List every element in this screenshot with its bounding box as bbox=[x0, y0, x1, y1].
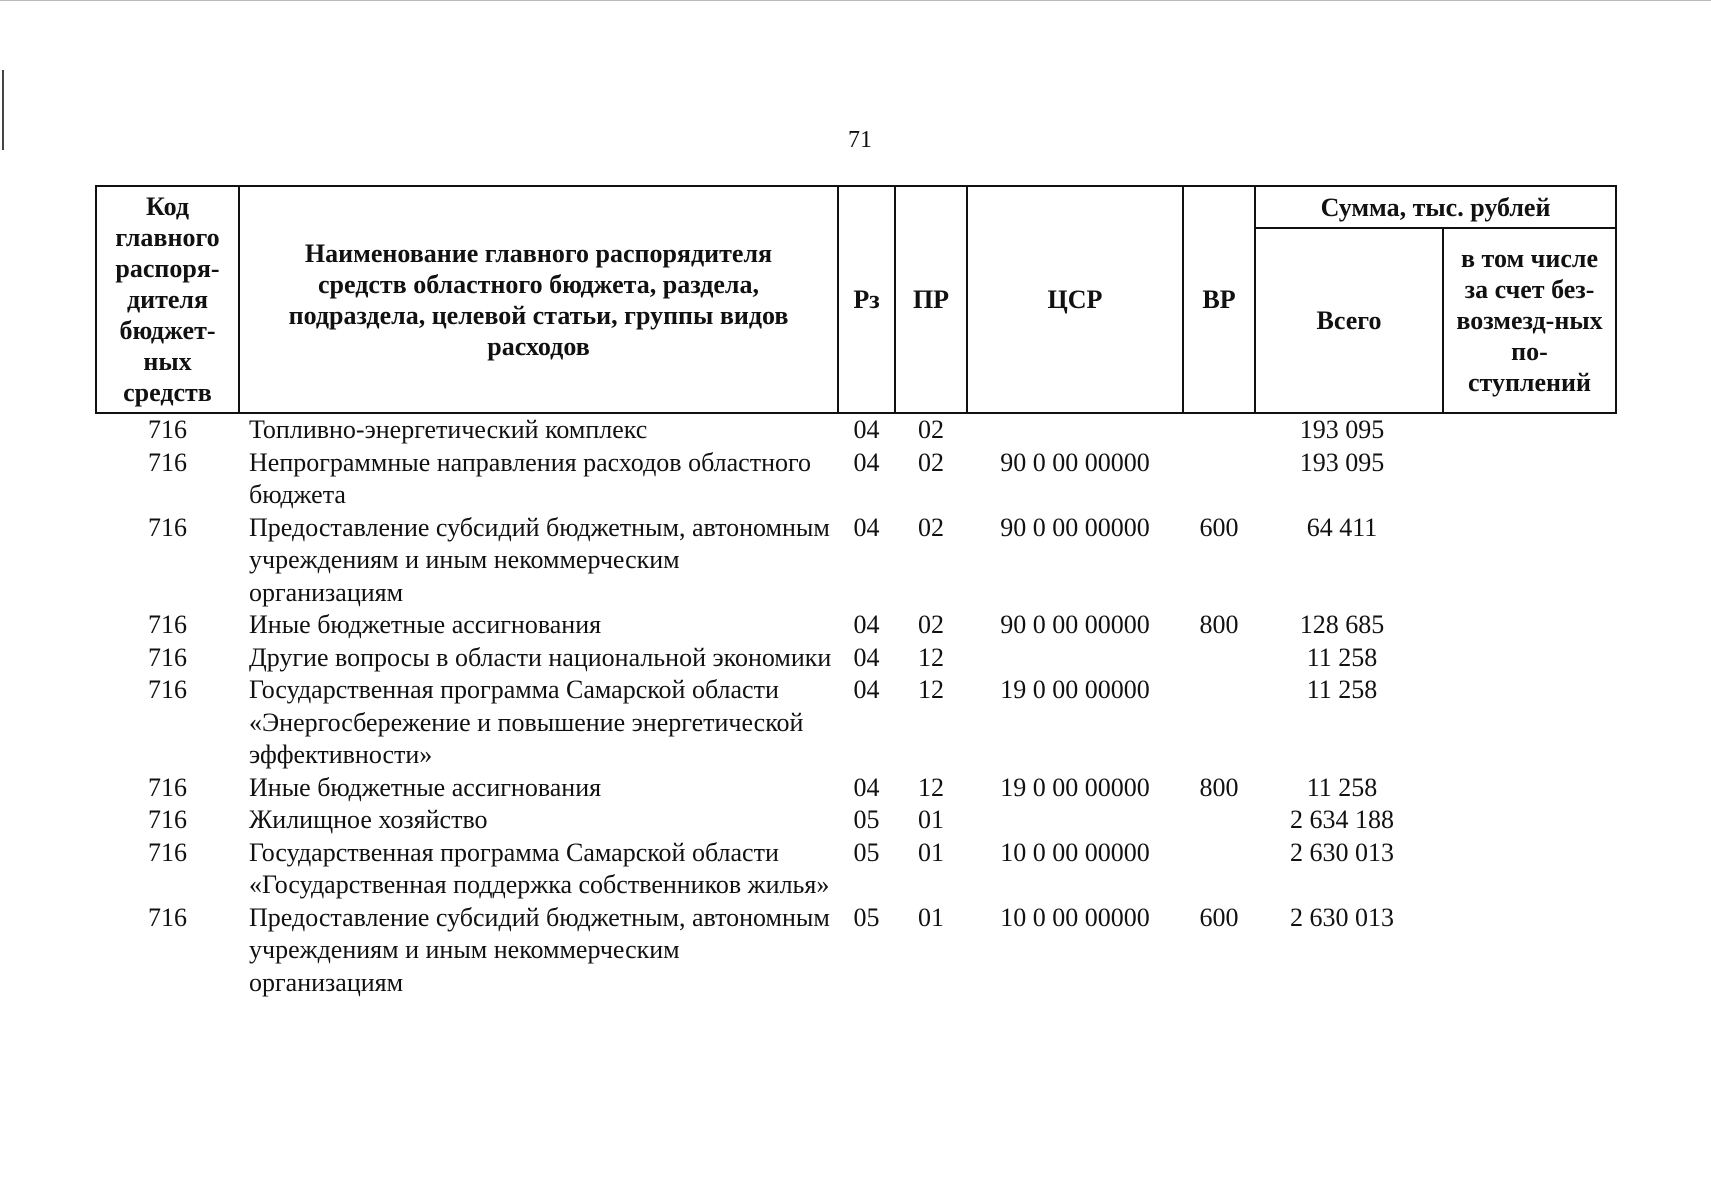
cell-code: 716 bbox=[148, 772, 187, 802]
cell-code: 716 bbox=[148, 610, 187, 639]
cell-rz: 04 bbox=[853, 610, 880, 639]
cell-including bbox=[1443, 772, 1616, 805]
page-number: 71 bbox=[848, 127, 872, 153]
cell-csr bbox=[967, 642, 1183, 675]
cell-including bbox=[1443, 609, 1616, 642]
cell-vr: 800 bbox=[1199, 610, 1239, 639]
budget-table bbox=[95, 185, 1617, 999]
cell-including bbox=[1443, 902, 1616, 1000]
table-row bbox=[96, 804, 1616, 837]
cell-csr: 19 0 00 00000 bbox=[1000, 675, 1150, 704]
cell-name: Предоставление субсидий бюджетным, автономным учреждениям и иным некоммерческим организациям bbox=[249, 902, 830, 997]
scan-edge-top bbox=[0, 0, 1711, 1]
cell-csr: 10 0 00 00000 bbox=[1000, 902, 1150, 932]
table-row bbox=[96, 902, 1616, 1000]
cell-code: 716 bbox=[148, 837, 187, 867]
cell-total: 11 258 bbox=[1306, 675, 1378, 704]
cell-rz: 05 bbox=[853, 837, 880, 867]
table-row bbox=[96, 413, 1616, 447]
cell-code: 716 bbox=[148, 642, 187, 672]
header-csr: ЦСР bbox=[967, 186, 1183, 413]
cell-code: 716 bbox=[148, 675, 187, 704]
cell-pr: 02 bbox=[918, 610, 944, 639]
cell-total: 128 685 bbox=[1299, 610, 1385, 639]
cell-including bbox=[1443, 512, 1616, 610]
cell-total: 11 258 bbox=[1306, 642, 1378, 672]
table-row bbox=[96, 772, 1616, 805]
cell-vr: 600 bbox=[1199, 512, 1239, 542]
cell-including bbox=[1443, 674, 1616, 772]
cell-csr: 10 0 00 00000 bbox=[1000, 837, 1150, 867]
cell-rz: 04 bbox=[853, 512, 880, 542]
cell-rz: 04 bbox=[853, 675, 880, 704]
table-row bbox=[96, 674, 1616, 772]
header-code: Код главного распоря-дителя бюджет-ных средств bbox=[96, 186, 239, 413]
cell-name: Другие вопросы в области национальной экономики bbox=[249, 642, 832, 672]
header-pr: ПР bbox=[895, 186, 967, 413]
cell-vr bbox=[1183, 674, 1255, 772]
header-name: Наименование главного распорядителя средств областного бюджета, раздела, подраздела, целевой статьи, группы видов расходов bbox=[239, 186, 838, 413]
cell-code: 716 bbox=[148, 805, 187, 834]
cell-code: 716 bbox=[148, 512, 187, 542]
cell-including bbox=[1443, 642, 1616, 675]
cell-total: 2 630 013 bbox=[1290, 837, 1394, 867]
cell-name: Предоставление субсидий бюджетным, автономным учреждениям и иным некоммерческим организациям bbox=[249, 512, 830, 607]
cell-pr: 01 bbox=[918, 902, 944, 932]
header-rz: Рз bbox=[838, 186, 895, 413]
table-row bbox=[96, 512, 1616, 610]
cell-including bbox=[1443, 837, 1616, 902]
header-vr: ВР bbox=[1183, 186, 1255, 413]
cell-pr: 12 bbox=[918, 675, 944, 704]
cell-vr bbox=[1183, 804, 1255, 837]
cell-name: Иные бюджетные ассигнования bbox=[249, 610, 602, 639]
cell-total: 2 630 013 bbox=[1290, 902, 1394, 932]
cell-csr bbox=[967, 413, 1183, 447]
cell-vr bbox=[1183, 413, 1255, 447]
header-total: Всего bbox=[1255, 228, 1443, 413]
cell-total: 193 095 bbox=[1299, 447, 1385, 477]
cell-csr bbox=[967, 804, 1183, 837]
header-including: в том числе за счет без-возмезд-ных по-ступлений bbox=[1443, 228, 1616, 413]
cell-name: Жилищное хозяйство bbox=[249, 805, 488, 834]
cell-name: Иные бюджетные ассигнования bbox=[249, 772, 602, 802]
cell-rz: 04 bbox=[853, 415, 880, 444]
cell-rz: 04 bbox=[853, 447, 880, 477]
cell-rz: 04 bbox=[853, 642, 880, 672]
cell-csr: 90 0 00 00000 bbox=[1000, 512, 1150, 542]
cell-csr: 19 0 00 00000 bbox=[1000, 772, 1150, 802]
cell-name: Топливно-энергетический комплекс bbox=[249, 415, 648, 444]
cell-pr: 02 bbox=[918, 512, 944, 542]
cell-code: 716 bbox=[148, 415, 187, 444]
cell-total: 11 258 bbox=[1306, 772, 1378, 802]
cell-pr: 02 bbox=[918, 415, 944, 444]
cell-vr bbox=[1183, 837, 1255, 902]
table-header bbox=[96, 186, 1616, 413]
cell-pr: 02 bbox=[918, 447, 944, 477]
cell-rz: 05 bbox=[853, 902, 880, 932]
header-sum-group: Сумма, тыс. рублей bbox=[1255, 186, 1616, 228]
table-row bbox=[96, 609, 1616, 642]
cell-including bbox=[1443, 804, 1616, 837]
cell-name: Государственная программа Самарской области «Государственная поддержка собственников жилья» bbox=[249, 837, 830, 899]
cell-name: Государственная программа Самарской области «Энергосбережение и повышение энергетической эффективности» bbox=[249, 675, 804, 769]
cell-vr: 800 bbox=[1199, 772, 1239, 802]
cell-rz: 04 bbox=[853, 772, 880, 802]
table-row bbox=[96, 642, 1616, 675]
cell-total: 64 411 bbox=[1306, 512, 1378, 542]
cell-name: Непрограммные направления расходов областного бюджета bbox=[249, 447, 811, 509]
cell-total: 2 634 188 bbox=[1290, 805, 1394, 834]
cell-rz: 05 bbox=[853, 805, 880, 834]
cell-csr: 90 0 00 00000 bbox=[1000, 610, 1150, 639]
table-row bbox=[96, 447, 1616, 512]
cell-pr: 12 bbox=[918, 772, 944, 802]
cell-pr: 01 bbox=[918, 805, 944, 834]
cell-vr: 600 bbox=[1199, 902, 1239, 932]
cell-code: 716 bbox=[148, 447, 187, 477]
table-body bbox=[96, 413, 1616, 999]
cell-pr: 12 bbox=[918, 642, 944, 672]
cell-including bbox=[1443, 413, 1616, 447]
cell-code: 716 bbox=[148, 902, 187, 932]
cell-pr: 01 bbox=[918, 837, 944, 867]
cell-vr bbox=[1183, 642, 1255, 675]
table-row bbox=[96, 837, 1616, 902]
cell-including bbox=[1443, 447, 1616, 512]
cell-csr: 90 0 00 00000 bbox=[1000, 447, 1150, 477]
cell-total: 193 095 bbox=[1299, 415, 1385, 444]
cell-vr bbox=[1183, 447, 1255, 512]
